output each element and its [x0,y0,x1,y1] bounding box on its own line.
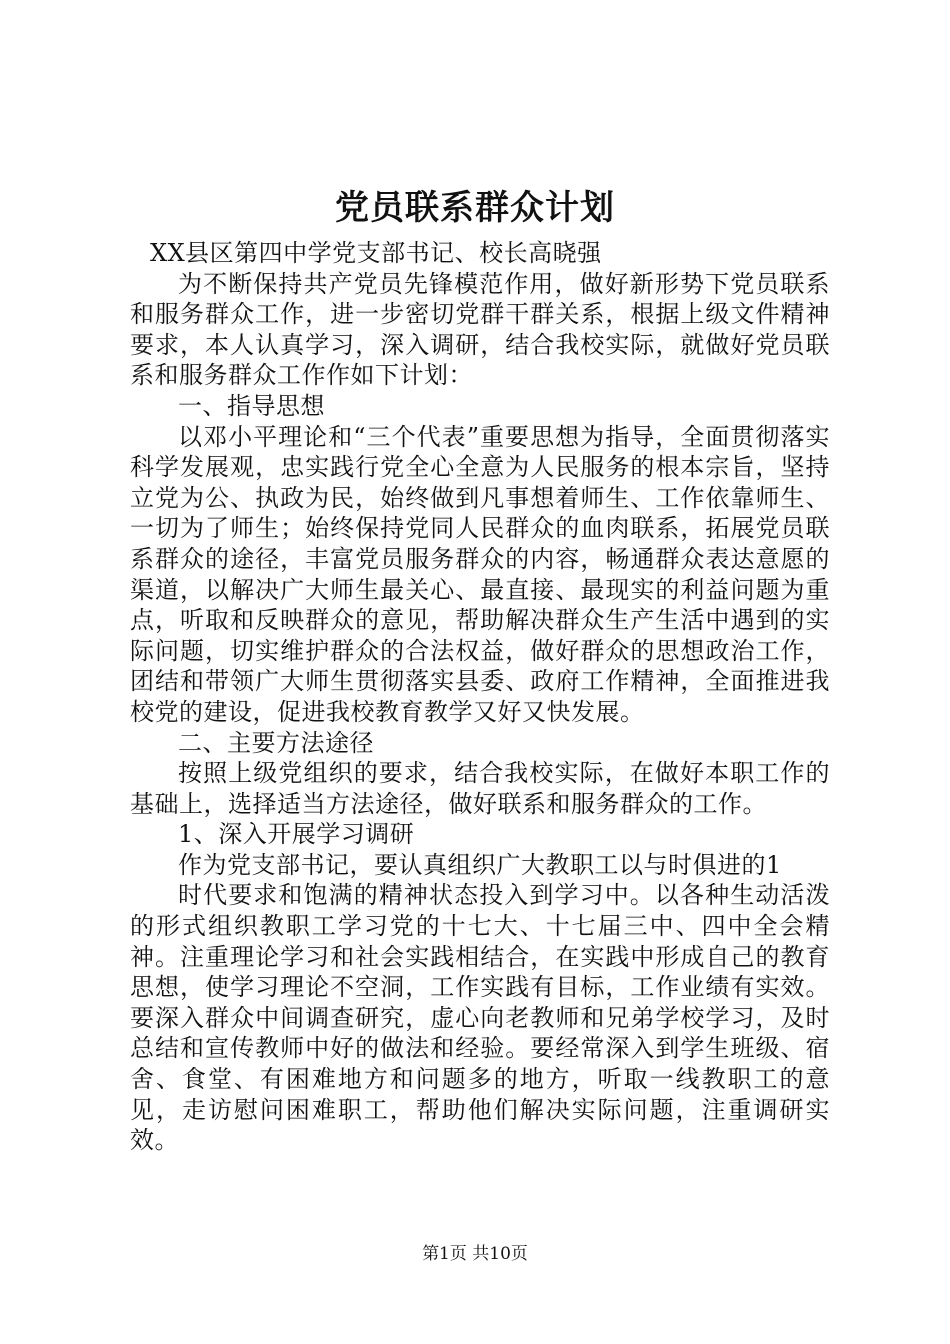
document-body [130,238,830,1156]
document-title: 党员联系群众计划 [335,188,615,228]
study-paragraph-continued: 时代要求和饱满的精神状态投入到学习中。以各种生动活泼的形式组织教职工学习党的十七大、十七届三中、四中全会精神。注重理论学习和社会实践相结合，在实践中形成自己的教育思想，使学习理论不空洞，工作实践有目标，工作业绩有实效。要深入群众中间调查研究，虚心向老教师和兄弟学校学习，及时总结和宣传教师中好的做法和经验。要经常深入到学生班级、宿舍、食堂、有困难地方和问题多的地方，听取一线教职工的意见，走访慰问困难职工，帮助他们解决实际问题，注重调研实效。 [130,881,830,1155]
section-heading-methods: 二、主要方法途径 [178,728,374,757]
section-heading-guiding-thought: 一、指导思想 [178,391,325,420]
subsection-heading-study-research: 1、深入开展学习调研 [178,820,415,849]
guiding-thought-paragraph: 以邓小平理论和“三个代表”重要思想为指导，全面贯彻落实科学发展观，忠实践行党全心全意为人民服务的根本宗旨，坚持立党为公、执政为民，始终做到凡事想着师生、工作依靠师生、一切为了师生；始终保持党同人民群众的血肉联系，拓展党员联系群众的途径，丰富党员服务群众的内容，畅通群众表达意愿的渠道，以解决广大师生最关心、最直接、最现实的利益问题为重点，听取和反映群众的意见，帮助解决群众生产生活中遇到的实际问题，切实维护群众的合法权益，做好群众的思想政治工作，团结和带领广大师生贯彻落实县委、政府工作精神，全面推进我校党的建设，促进我校教育教学又好又快发展。 [130,422,830,726]
intro-paragraph: 为不断保持共产党员先锋模范作用，做好新形势下党员联系和服务群众工作，进一步密切党群干群关系，根据上级文件精神要求，本人认真学习，深入调研，结合我校实际，就做好党员联系和服务群众工作作如下计划： [130,269,830,390]
methods-paragraph: 按照上级党组织的要求，结合我校实际，在做好本职工作的基础上，选择适当方法途径，做好联系和服务群众的工作。 [130,759,830,818]
study-paragraph-start: 作为党支部书记，要认真组织广大教职工以与时俱进的1 [178,850,782,879]
page-footer: 第1页 共10页 [422,1244,528,1264]
author-line: XX县区第四中学党支部书记、校长高晓强 [150,239,602,267]
